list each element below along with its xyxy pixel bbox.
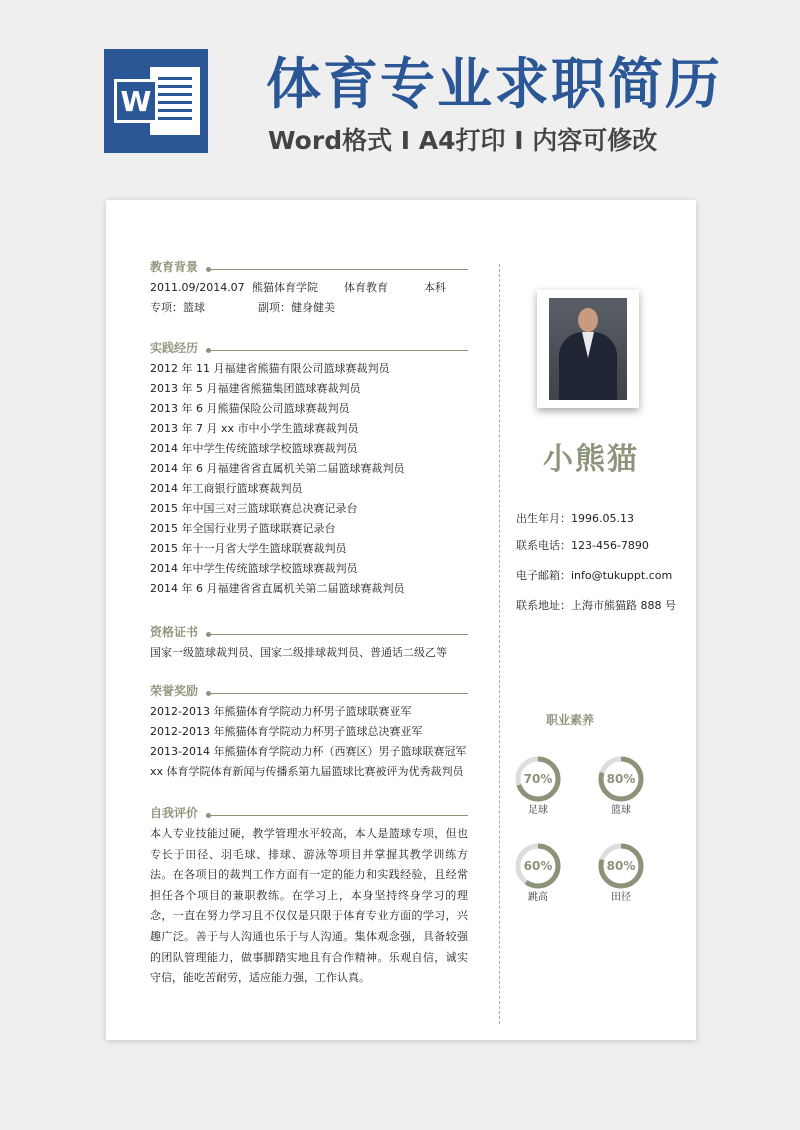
profile-phone: 联系电话：123-456-7890 [516,539,649,552]
list-item: 2015 年十一月省大学生篮球联赛裁判员 [150,542,347,555]
education-row [150,278,468,298]
list-item: 2014 年中学生传统篮球学校篮球赛裁判员 [150,442,358,455]
skill-percent: 80% [606,772,636,786]
list-item: 2015 年全国行业男子篮球联赛记录台 [150,522,336,535]
education-degree: 本科 [424,281,446,294]
certificates-section [150,626,468,663]
list-item: 2013 年 7 月 xx 市中小学生篮球赛裁判员 [150,422,359,435]
education-minor: 副项：健身健美 [258,301,335,314]
list-item: 2014 年中学生传统篮球学校篮球赛裁判员 [150,562,358,575]
profile-name: 小熊猫 [543,442,639,477]
word-icon [104,49,208,153]
section-title: 教育背景 [150,260,199,274]
education-specialty: 专项：篮球 [150,301,205,314]
list-item: 2013 年 6 月熊猫保险公司篮球赛裁判员 [150,402,350,415]
avatar [549,298,627,400]
skill-ring [514,842,570,903]
education-section [150,261,468,318]
section-title: 实践经历 [150,341,199,355]
skills-title: 职业素养 [546,713,595,727]
list-item: 2012 年 11 月福建省熊猫有限公司篮球赛裁判员 [150,362,390,375]
skill-ring [597,842,653,903]
skill-percent: 70% [523,772,553,786]
skill-ring [514,755,570,816]
page-title: 体育专业求职简历 [266,52,723,116]
list-item: 2013-2014 年熊猫体育学院动力杯（西赛区）男子篮球联赛冠军 [150,745,467,758]
section-title: 自我评价 [150,806,199,820]
list-item: xx 体育学院体育新闻与传播系第九届篮球比赛被评为优秀裁判员 [150,765,464,778]
skill-label: 篮球 [611,805,631,816]
section-header [150,342,468,356]
education-major: 体育教育 [344,281,388,294]
experience-section [150,342,468,599]
section-header [150,626,468,640]
skill-label: 田径 [611,892,631,903]
profile-address: 联系地址：上海市熊猫路 888 号 [516,599,676,612]
education-row [150,298,468,318]
list-item: 2012-2013 年熊猫体育学院动力杯男子篮球总决赛亚军 [150,725,423,738]
skill-label: 跳高 [528,892,548,903]
list-item: 2014 年 6 月福建省省直属机关第二届篮球赛裁判员 [150,582,405,595]
list-item: 2013 年 5 月福建省熊猫集团篮球赛裁判员 [150,382,361,395]
resume-paper [106,200,696,1040]
profile-birth: 出生年月：1996.05.13 [516,512,634,525]
self-eval-section [150,807,468,989]
section-header [150,807,468,821]
list-item: 2015 年中国三对三篮球联赛总决赛记录台 [150,502,358,515]
section-header [150,685,468,699]
skill-percent: 60% [523,859,553,873]
education-school: 熊猫体育学院 [252,281,318,294]
profile-email: 电子邮箱：info@tukuppt.com [516,569,673,582]
section-title: 资格证书 [150,625,199,639]
awards-section [150,685,468,782]
skill-percent: 80% [606,859,636,873]
column-divider [499,264,500,1024]
word-letter: W [114,79,158,123]
profile-photo [537,290,639,408]
list-item: 2014 年 6 月福建省省直属机关第二届篮球赛裁判员 [150,462,405,475]
education-period: 2011.09/2014.07 [150,281,245,294]
certificates-text: 国家一级篮球裁判员、国家二级排球裁判员、普通话二级乙等 [150,646,447,659]
list-item: 2012-2013 年熊猫体育学院动力杯男子篮球联赛亚军 [150,705,412,718]
list-item: 2014 年工商银行篮球赛裁判员 [150,482,303,495]
section-title: 荣誉奖励 [150,684,199,698]
skill-label: 足球 [528,805,548,816]
skill-ring [597,755,653,816]
page-subtitle: Word格式 I A4打印 I 内容可修改 [268,126,658,155]
section-header [150,261,468,275]
self-eval-text: 本人专业技能过硬，教学管理水平较高，本人是篮球专项，但也专长于田径、羽毛球、排球、游泳等项目并掌握其教学训练方法。在各项目的裁判工作方面有一定的能力和实践经验，且经常担任各个项目的兼职教练。在学习上，本身坚持终身学习的理念，一直在努力学习且不仅仅是只限于体育专业方面的学习，兴趣广泛。善于与人沟通也乐于与人沟通。集体观念强，具备较强的团队管理能力，做事脚踏实地且有合作精神。乐观自信，诚实守信，能吃苦耐劳，适应能力强，工作认真。 [150,827,468,985]
